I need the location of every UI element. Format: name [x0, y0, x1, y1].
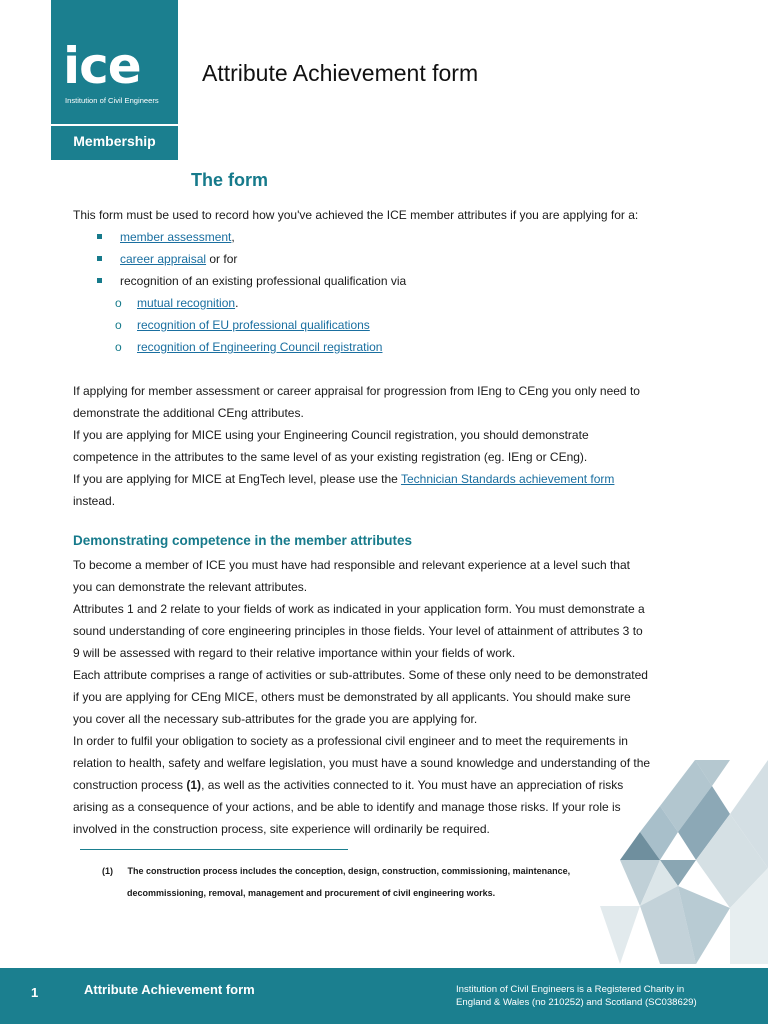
logo-mark: ice [63, 37, 141, 95]
page-number: 1 [31, 985, 39, 1000]
logo-subtitle: Institution of Civil Engineers [65, 96, 159, 105]
page-footer [0, 968, 768, 1024]
ice-logo [51, 0, 178, 160]
intro-text: This form must be used to record how you've achieved the ICE member attributes if you are applying for a: [73, 208, 639, 222]
sub-bullet-marker: o [115, 340, 122, 354]
footnote-reference: (1) [186, 778, 202, 792]
member-assessment-link[interactable]: member assessment [120, 230, 232, 244]
logo-membership: Membership [73, 133, 156, 149]
charity-notice: Institution of Civil Engineers is a Registered Charity in England & Wales (no 210252) and Scotland (SC038629) [456, 984, 697, 1008]
bullet-marker [97, 234, 102, 239]
paragraph: If applying for member assessment or career appraisal for progression from IEng to CEng you only need to demonstrate the additional CEng attributes. If you are applying for MICE using your Engineering Council registration, you should demonstrate competence in the attributes to the same level of as your existing registration (eg. IEng or CEng). If you are applying for MICE at EngTech level, please use the Technician Standards achievement form instead. [73, 384, 640, 508]
footnote-divider [80, 849, 348, 850]
technician-standards-link[interactable]: Technician Standards achievement form [400, 472, 615, 486]
sub-bullet-marker: o [115, 296, 122, 310]
list-item [137, 314, 370, 336]
engineering-council-link[interactable]: recognition of Engineering Council registration [137, 340, 383, 354]
bullet-marker [97, 256, 102, 261]
footnote-continuation: decommissioning, removal, management and procurement of civil engineering works. [127, 888, 496, 898]
decorative-triangles-graphic [600, 756, 768, 968]
career-appraisal-link[interactable]: career appraisal [120, 252, 207, 266]
list-item: career appraisal or for [120, 252, 238, 266]
footnote: (1) The construction process includes the conception, design, construction, commissioning, maintenance, [102, 866, 571, 876]
list-item [137, 336, 382, 358]
list-item: mutual recognition. [137, 296, 239, 310]
footer-title: Attribute Achievement form [84, 982, 255, 997]
subheading: Demonstrating competence in the member attributes [73, 533, 413, 548]
bullet-marker [97, 278, 102, 283]
footnote-marker: (1) [102, 866, 113, 876]
list-item: recognition of an existing professional qualification via [120, 274, 407, 288]
document-title: Attribute Achievement form [202, 60, 479, 86]
sub-bullet-marker: o [115, 318, 122, 332]
eu-qualifications-link[interactable]: recognition of EU professional qualifications [137, 318, 370, 332]
section-title: The form [191, 170, 269, 190]
competence-paragraph: To become a member of ICE you must have had responsible and relevant experience at a level such that you can demonstrate the relevant attributes. Attributes 1 and 2 relate to your fields of work as indicated in your application form. You must demonstrate a sound understanding of core engineering principles in those fields. Your level of attainment of attributes 3 to 9 will be assessed with regard to their relative importance within your fields of work. Each attribute comprises a range of activities or sub-attributes. Some of these only need to be demonstrated if you are applying for CEng MICE, others must be demonstrated by all applicants. You should make sure you cover all the necessary sub-attributes for the grade you are applying for. In order to fulfil your obligation to society as a professional civil engineer and to meet the requirements in relation to health, safety and welfare legislation, you must have a sound knowledge and understanding of the construction process (1), as well as the activities connected to it. You must have an appreciation of risks arising as a consequence of your actions, and be able to identify and manage those risks. If your role is involved in the construction process, site experience will ordinarily be required. [73, 558, 651, 836]
list-item: member assessment, [120, 230, 235, 244]
logo-divider [51, 124, 178, 126]
mutual-recognition-link[interactable]: mutual recognition [137, 296, 236, 310]
